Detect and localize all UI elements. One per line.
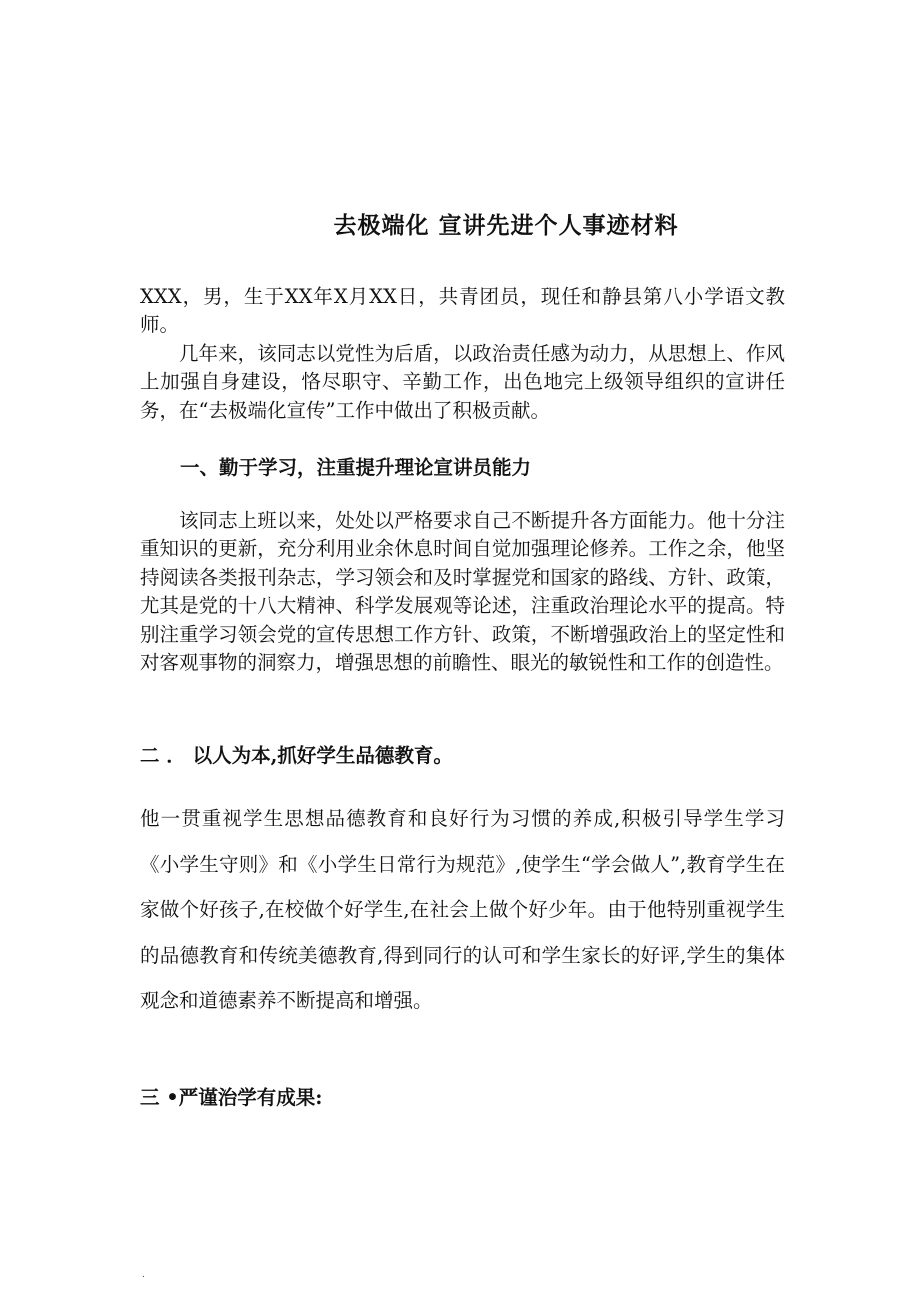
overview-paragraph: 几年来，该同志以党性为后盾，以政治责任感为动力，从思想上、作风上加强自身建设，恪尽职守、辛勤工作，出色地完上级领导组织的宣讲任务，在“去极端化宣传”工作中做出了积极贡献。 bbox=[140, 342, 785, 422]
section-2-body: 他一贯重视学生思想品德教育和良好行为习惯的养成,积极引导学生学习《小学生守则》和《小学生日常行为规范》,使学生“学会做人”,教育学生在家做个好孩子,在校做个好学生,在社会上做个好少年。由于他特别重视学生的品德教育和传统美德教育,得到同行的认可和学生家长的好评,学生的集体观念和道德素养不断提高和增强。 bbox=[140, 807, 785, 1013]
section-1-heading: 一、勤于学习，注重提升理论宣讲员能力 bbox=[180, 456, 532, 479]
document-title: 去极端化 宣讲先进个人事迹材料 bbox=[333, 212, 679, 240]
intro-paragraph: XXX，男，生于XX年X月XX日，共青团员，现任和静县第八小学语文教师。 bbox=[140, 285, 785, 337]
footer-mark: . bbox=[142, 1270, 145, 1280]
section-3-heading: 三 •严谨治学有成果: bbox=[140, 1086, 323, 1109]
section-2-heading: 二 ． 以人为本,抓好学生品德教育。 bbox=[140, 744, 453, 767]
section-1-body: 该同志上班以来，处处以严格要求自己不断提升各方面能力。他十分注重知识的更新，充分利用业余休息时间自觉加强理论修养。工作之余，他坚持阅读各类报刊杂志，学习领会和及时掌握党和国家的路线、方针、政策，尤其是党的十八大精神、科学发展观等论述，注重政治理论水平的提高。特别注重学习领会党的宣传思想工作方针、政策，不断增强政治上的坚定性和对客观事物的洞察力，增强思想的前瞻性、眼光的敏锐性和工作的创造性。 bbox=[140, 509, 785, 675]
